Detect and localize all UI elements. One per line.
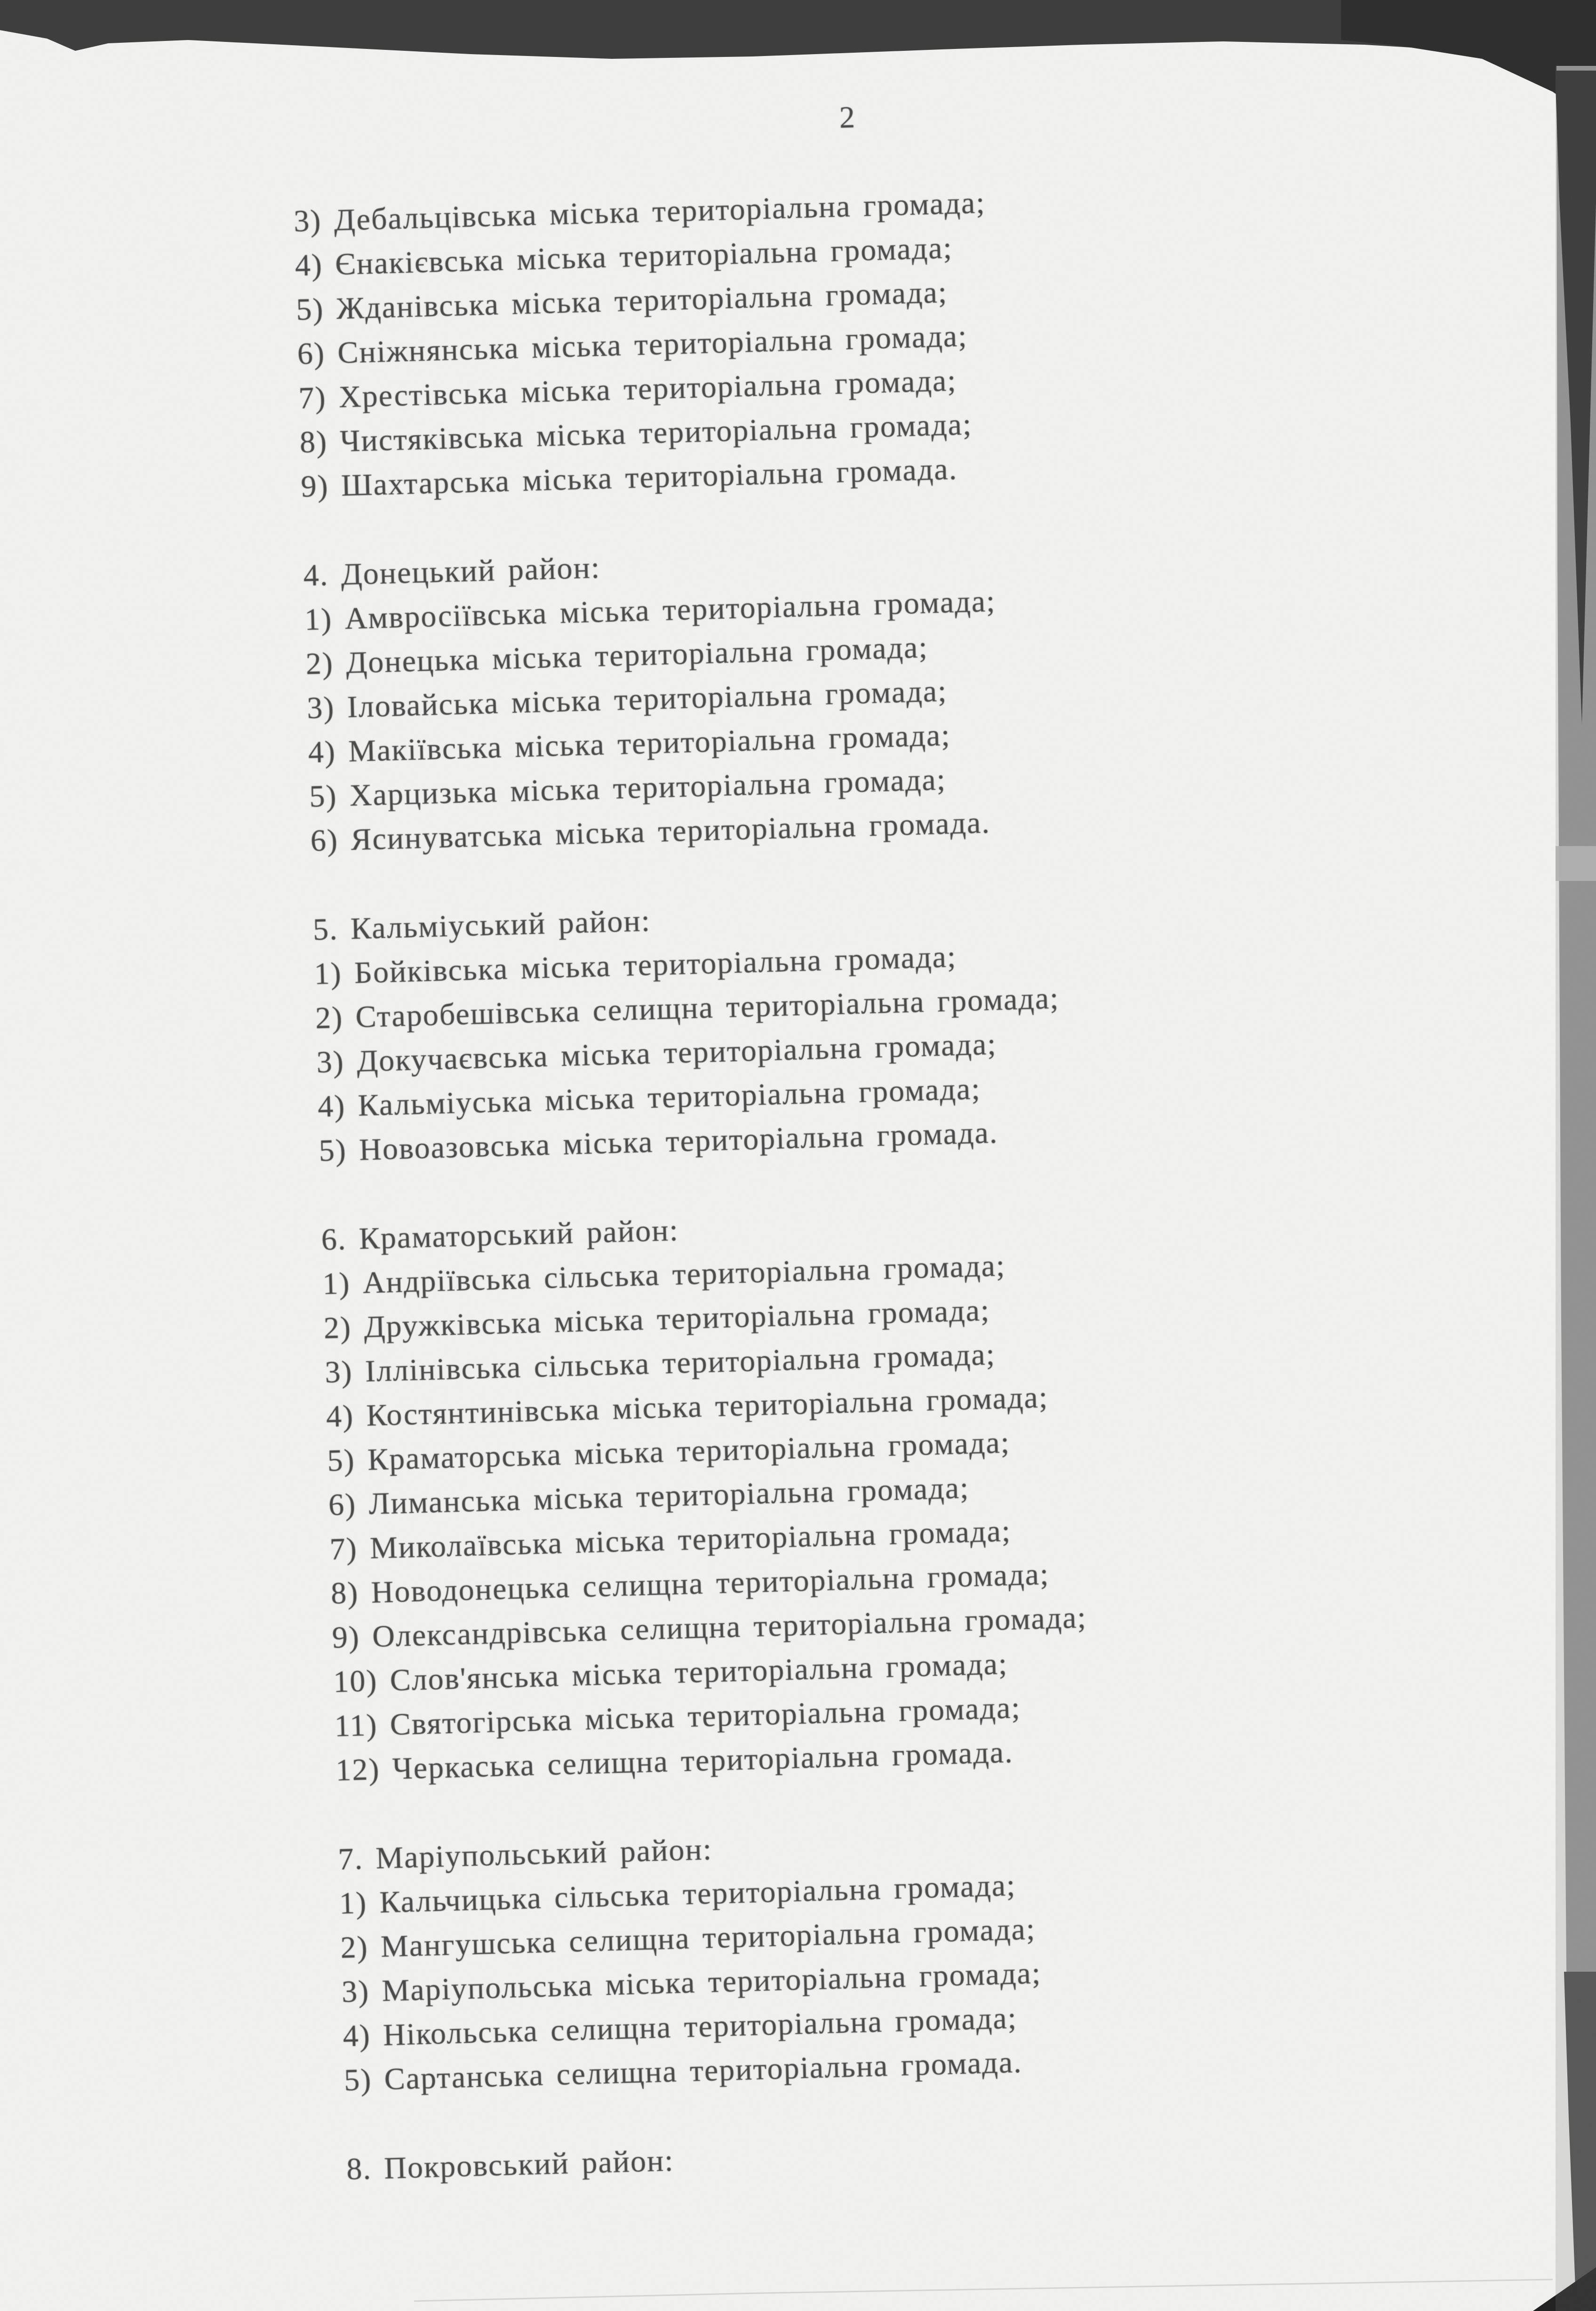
list-item: 4) Нікольська селищна територіальна громада; (342, 2000, 1018, 2054)
list-item: 9) Шахтарська міська територіальна громада. (300, 451, 958, 504)
list-item: 1) Андріївська сільська територіальна громада; (322, 1248, 1006, 1302)
list-item: 8) Чистяківська міська територіальна громада; (299, 407, 973, 460)
section-heading: 6. Краматорський район: (320, 1213, 679, 1257)
list-item: 9) Олександрівська селищна територіальна громада; (331, 1600, 1087, 1655)
list-item: 2) Мангушська селищна територіальна громада; (340, 1911, 1037, 1965)
list-item: 6) Ясинуватська міська територіальна громада. (310, 805, 991, 858)
list-item: 3) Докучаєвська міська територіальна громада; (316, 1027, 998, 1080)
list-item: 5) Краматорська міська територіальна громада; (327, 1425, 1011, 1478)
list-item: 6) Сніжнянська міська територіальна громада; (297, 319, 968, 371)
list-item: 10) Слов'янська міська територіальна громада; (333, 1646, 1009, 1699)
section (293, 170, 1383, 509)
list-item: 1) Бойківська міська територіальна громада; (313, 939, 958, 992)
list-item: 11) Святогірська міська територіальна громада; (334, 1690, 1021, 1743)
section-heading: 4. Донецький район: (303, 550, 601, 593)
list-item: 3) Маріупольська міська територіальна громада; (341, 1956, 1042, 2009)
section (303, 524, 1393, 863)
page-number: 2 (838, 100, 856, 135)
list-item: 4) Єнакієвська міська територіальна громада; (294, 231, 953, 283)
list-item: 5) Жданівська міська територіальна громада; (295, 275, 948, 327)
list-item: 1) Кальчицька сільська територіальна громада; (339, 1868, 1017, 1921)
list-item: 3) Дебальцівська міська територіальна громада; (293, 185, 986, 239)
section (337, 1808, 1426, 2103)
list-item: 4) Костянтинівська міська територіальна громада; (326, 1380, 1049, 1434)
list-item: 2) Дружківська міська територіальна громада; (323, 1293, 991, 1346)
section (312, 879, 1401, 1173)
list-item: 3) Іловайська міська територіальна громада; (306, 673, 948, 726)
document-sections (293, 170, 1429, 2192)
list-item: 5) Новоазовська міська територіальна громада. (318, 1115, 999, 1168)
section (321, 1189, 1418, 1793)
document-content (291, 81, 1429, 2192)
section-heading: 7. Маріупольський район: (337, 1832, 713, 1877)
list-item: 1) Амвросіївська міська територіальна громада; (304, 584, 997, 637)
section-heading: 5. Кальміуський район: (312, 903, 651, 947)
list-item: 7) Хрестівська міська територіальна громада; (298, 363, 958, 416)
list-item: 8) Новодонецька селищна територіальна громада; (330, 1557, 1050, 1611)
list-item: 12) Черкаська селищна територіальна громада. (335, 1735, 1014, 1788)
list-item: 6) Лиманська міська територіальна громада; (328, 1471, 970, 1522)
section-heading: 8. Покровський район: (346, 2143, 675, 2187)
list-item: 2) Донецька міська територіальна громада; (305, 630, 929, 681)
list-item: 5) Сартанська селищна територіальна громада. (343, 2045, 1023, 2098)
list-item: 4) Макіївська міська територіальна громада; (307, 718, 951, 770)
list-item: 3) Іллінівська сільська територіальна громада; (324, 1337, 996, 1390)
list-item: 7) Миколаївська міська територіальна громада; (329, 1513, 1012, 1567)
list-item: 5) Харцизька міська територіальна громада; (309, 762, 947, 814)
list-item: 4) Кальміуська міська територіальна громада; (317, 1072, 982, 1124)
list-item: 2) Старобешівська селищна територіальна громада; (315, 981, 1060, 1036)
